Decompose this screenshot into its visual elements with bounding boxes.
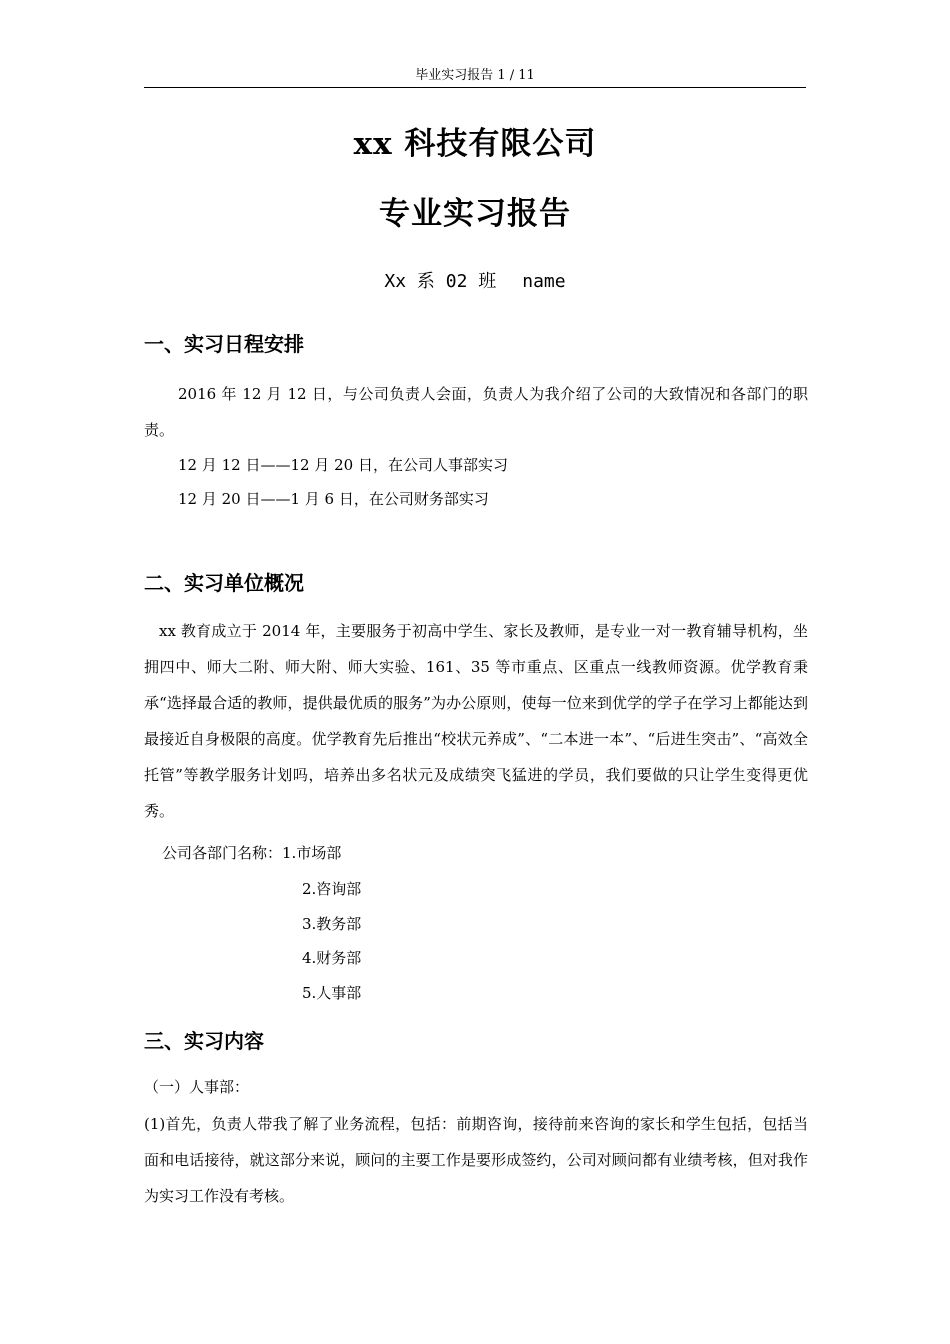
section-heading: 三、实习内容 — [144, 1029, 264, 1053]
subsection-heading: （一）人事部： — [144, 1078, 250, 1096]
internship-content: (1)首先，负责人带我了解了业务流程，包括：前期咨询，接待前来咨询的家长和学生包括，包括当面和电话接待，就这部分来说，顾问的主要工作是要形成签约，公司对顾问都有业绩考核，但对我作为实习工作没有考核。 — [144, 1115, 808, 1205]
department-label: 公司各部门名称：1.市场部 — [162, 844, 342, 862]
schedule-item: 12 月 20 日——1 月 6 日，在公司财务部实习 — [178, 490, 489, 508]
section-heading: 一、实习日程安排 — [144, 332, 304, 356]
section-heading: 二、实习单位概况 — [144, 571, 304, 595]
schedule-item: 12 月 12 日——12 月 20 日，在公司人事部实习 — [178, 456, 508, 474]
company-overview: xx 教育成立于 2014 年，主要服务于初高中学生、家长及教师，是专业一对一教育辅导机构，坐拥四中、师大二附、师大附、师大实验、161、35 等市重点、区重点一线教师资源。优学教育秉承“选择最合适的教师，提供最优质的服务”为办公原则，使每一位来到优学的学子在学习上都能达到最接近自身极限的高度。优学教育先后推出“校状元养成”、“二本进一本”、“后进生突击”、“高效全托管”等教学服务计划吗，培养出多名状元及成绩突飞猛进的学员，我们要做的只让学生变得更优秀。 — [144, 622, 808, 820]
company-title: xx 科技有限公司 — [353, 126, 597, 162]
department-item: 1.市场部 — [282, 844, 342, 862]
department-item: 3.教务部 — [302, 915, 362, 933]
report-title: 专业实习报告 — [379, 196, 571, 232]
class-name: Xx 系 02 班 — [384, 271, 497, 292]
department-item: 5.人事部 — [302, 984, 362, 1002]
schedule-intro: 2016 年 12 月 12 日，与公司负责人会面，负责人为我介绍了公司的大致情况和各部门的职责。 — [144, 385, 808, 439]
header-divider — [144, 87, 806, 88]
student-name: name — [522, 271, 566, 292]
department-item: 2.咨询部 — [302, 880, 362, 898]
author-byline — [0, 270, 950, 294]
department-item: 4.财务部 — [302, 949, 362, 967]
page-header: 毕业实习报告 1 / 11 — [415, 68, 535, 83]
